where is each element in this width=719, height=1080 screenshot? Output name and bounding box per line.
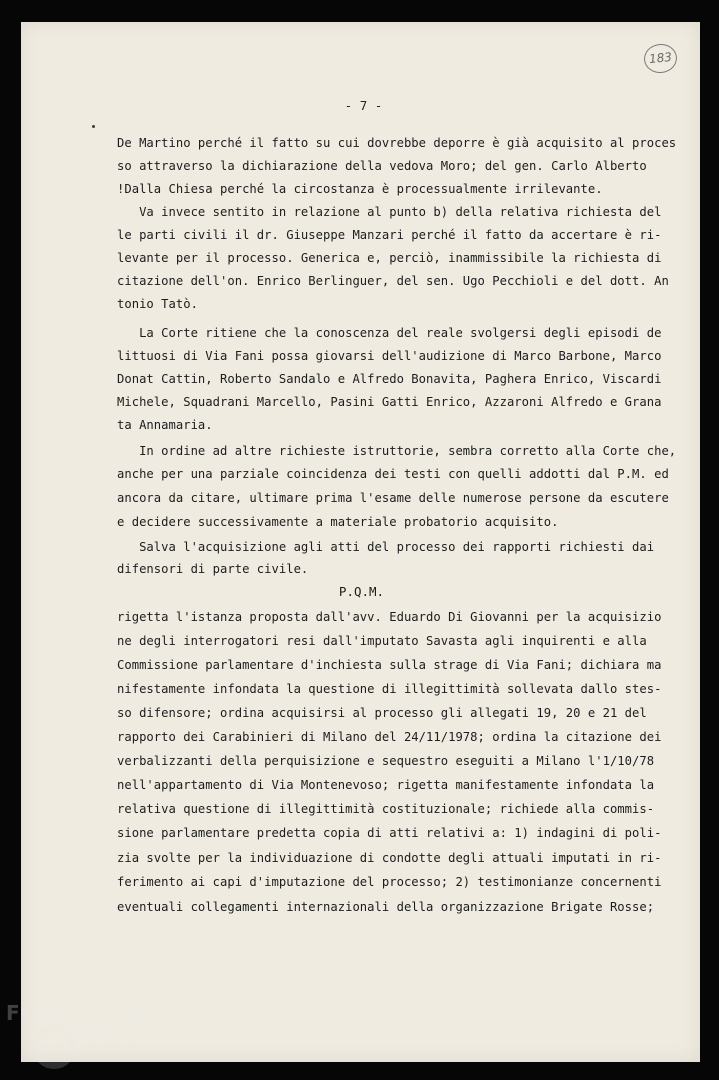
watermark-line-2: RAMSCI xyxy=(62,1026,140,1046)
text-line: le parti civili il dr. Giuseppe Manzari perché il fatto da accertare è ri- xyxy=(117,228,662,242)
margin-mark xyxy=(92,125,95,128)
section-heading: P.Q.M. xyxy=(338,584,385,599)
text-line: ne degli interrogatori resi dall'imputato Savasta agli inquirenti e alla xyxy=(117,634,647,648)
text-line: so attraverso la dichiarazione della vedova Moro; del gen. Carlo Alberto xyxy=(117,159,647,173)
text-line: littuosi di Via Fani possa giovarsi dell'audizione di Marco Barbone, Marco xyxy=(117,349,662,363)
text-line: Michele, Squadrani Marcello, Pasini Gatti Enrico, Azzaroni Alfredo e Grana xyxy=(117,395,662,409)
text-line: verbalizzanti della perquisizione e sequestro eseguiti a Milano l'1/10/78 xyxy=(117,754,655,768)
text-line: ta Annamaria. xyxy=(117,418,213,432)
archive-page-number: 183 xyxy=(643,42,679,74)
text-line: anche per una parziale coincidenza dei testi con quelli addotti dal P.M. ed xyxy=(117,467,669,481)
watermark-line-1: FONDAZIONE xyxy=(6,1001,160,1025)
text-line: Donat Cattin, Roberto Sandalo e Alfredo Bonavita, Paghera Enrico, Viscardi xyxy=(117,372,662,386)
text-line: relativa questione di illegittimità costituzionale; richiede alla commis- xyxy=(117,802,655,816)
text-line: ferimento ai capi d'imputazione del processo; 2) testimonianze concernenti xyxy=(117,875,662,889)
text-line: nell'appartamento di Via Montenevoso; rigetta manifestamente infondata la xyxy=(117,778,655,792)
text-line: rapporto dei Carabinieri di Milano del 24/11/1978; ordina la citazione dei xyxy=(117,730,662,744)
page-number: - 7 - xyxy=(344,98,383,113)
text-line: Commissione parlamentare d'inchiesta sulla strage di Via Fani; dichiara ma xyxy=(117,658,662,672)
text-line: In ordine ad altre richieste istruttorie, sembra corretto alla Corte che, xyxy=(117,444,677,458)
text-line: zia svolte per la individuazione di condotte degli attuali imputati in ri- xyxy=(117,851,662,865)
text-line: e decidere successivamente a materiale probatorio acquisito. xyxy=(117,515,559,529)
text-line: !Dalla Chiesa perché la circostanza è processualmente irrilevante. xyxy=(117,182,603,196)
text-line: difensori di parte civile. xyxy=(117,562,309,576)
archive-watermark xyxy=(6,1001,196,1075)
text-line: citazione dell'on. Enrico Berlinguer, del sen. Ugo Pecchioli e del dott. An xyxy=(117,274,669,288)
text-line: tonio Tatò. xyxy=(117,297,198,311)
text-line: eventuali collegamenti internazionali della organizzazione Brigate Rosse; xyxy=(117,900,655,914)
text-line: La Corte ritiene che la conoscenza del reale svolgersi degli episodi de xyxy=(117,326,662,340)
text-line: De Martino perché il fatto su cui dovrebbe deporre è già acquisito al proces xyxy=(117,136,677,150)
text-line: ancora da citare, ultimare prima l'esame delle numerose persone da escutere xyxy=(117,491,669,505)
text-line: Salva l'acquisizione agli atti del processo dei rapporti richiesti dai xyxy=(117,540,655,554)
text-line: rigetta l'istanza proposta dall'avv. Eduardo Di Giovanni per la acquisizio xyxy=(117,610,662,624)
text-line: nifestamente infondata la questione di illegittimità sollevata dallo stes- xyxy=(117,682,662,696)
text-line: Va invece sentito in relazione al punto b) della relativa richiesta del xyxy=(117,205,662,219)
text-line: so difensore; ordina acquisirsi al processo gli allegati 19, 20 e 21 del xyxy=(117,706,647,720)
watermark-line-3: onlus xyxy=(153,1051,180,1061)
text-line: levante per il processo. Generica e, perciò, inammissibile la richiesta di xyxy=(117,251,662,265)
text-line: sione parlamentare predetta copia di atti relativi a: 1) indagini di poli- xyxy=(117,826,662,840)
